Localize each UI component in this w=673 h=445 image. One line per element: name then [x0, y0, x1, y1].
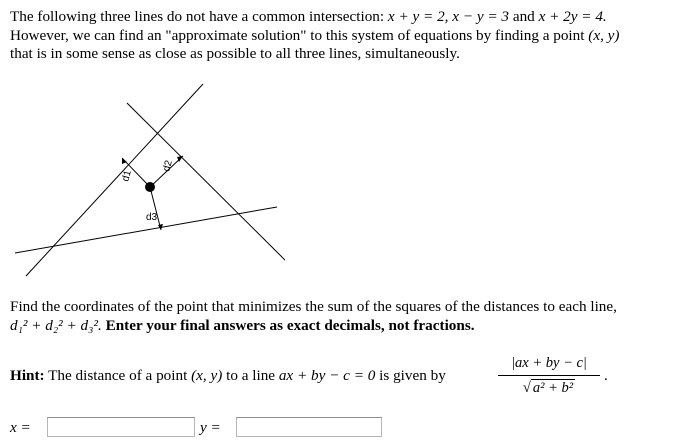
- hint-text-c: is given by: [375, 367, 446, 384]
- formula-denominator: [498, 379, 600, 398]
- x-answer-input[interactable]: [47, 417, 195, 437]
- hint-text-a: The distance of a point: [44, 367, 192, 384]
- problem-statement: [10, 8, 670, 64]
- task-instruction: Enter your final answers as exact decimals, not fractions.: [101, 317, 475, 334]
- intro-point: (x, y): [588, 26, 620, 44]
- hint: [10, 354, 670, 400]
- y-label: y =: [200, 419, 221, 436]
- intro-text-1: The following three lines do not have a common intersection:: [10, 8, 388, 25]
- task-statement: [10, 297, 670, 335]
- d3-label: d3: [146, 212, 158, 223]
- intro-and: and: [509, 8, 539, 25]
- intro-line-1: [10, 8, 670, 27]
- lines-diagram: [15, 78, 285, 280]
- d1-label: d1: [120, 169, 134, 183]
- formula-numerator: |ax + by − c|: [511, 355, 587, 371]
- task-line-2: [10, 316, 670, 335]
- fraction-bar: [498, 375, 600, 376]
- distance-formula: [498, 354, 600, 398]
- equation-3: x + 2y = 4.: [538, 8, 607, 25]
- intro-text-2: However, we can find an "approximate solution" to this system of equations by finding a point: [10, 26, 589, 44]
- line-1: [26, 84, 203, 276]
- line-equation: ax + by − c = 0: [278, 367, 376, 384]
- y-answer-input[interactable]: [236, 417, 382, 437]
- hint-point: (x, y): [191, 367, 223, 384]
- intro-line-2: [10, 27, 670, 46]
- hint-label: Hint:: [10, 367, 45, 384]
- sum-of-squares: d₁² + d₂² + d₃².: [10, 317, 102, 334]
- distance-d3: [150, 187, 161, 230]
- sqrt-radicand: a² + b²: [532, 380, 574, 396]
- equation-1-2: x + y = 2, x − y = 3: [387, 8, 510, 25]
- hint-period: .: [604, 367, 608, 384]
- task-line-1: Find the coordinates of the point that minimizes the sum of the squares of the distances to each line,: [10, 298, 617, 315]
- intro-line-3: that is in some sense as close as possible to all three lines, simultaneously.: [10, 45, 460, 62]
- x-label: x =: [10, 419, 31, 436]
- sqrt-symbol: √: [522, 380, 531, 396]
- hint-text: [10, 367, 446, 385]
- hint-text-b: to a line: [222, 367, 279, 384]
- approximate-point: [145, 182, 155, 192]
- d2-label: d2: [161, 159, 175, 173]
